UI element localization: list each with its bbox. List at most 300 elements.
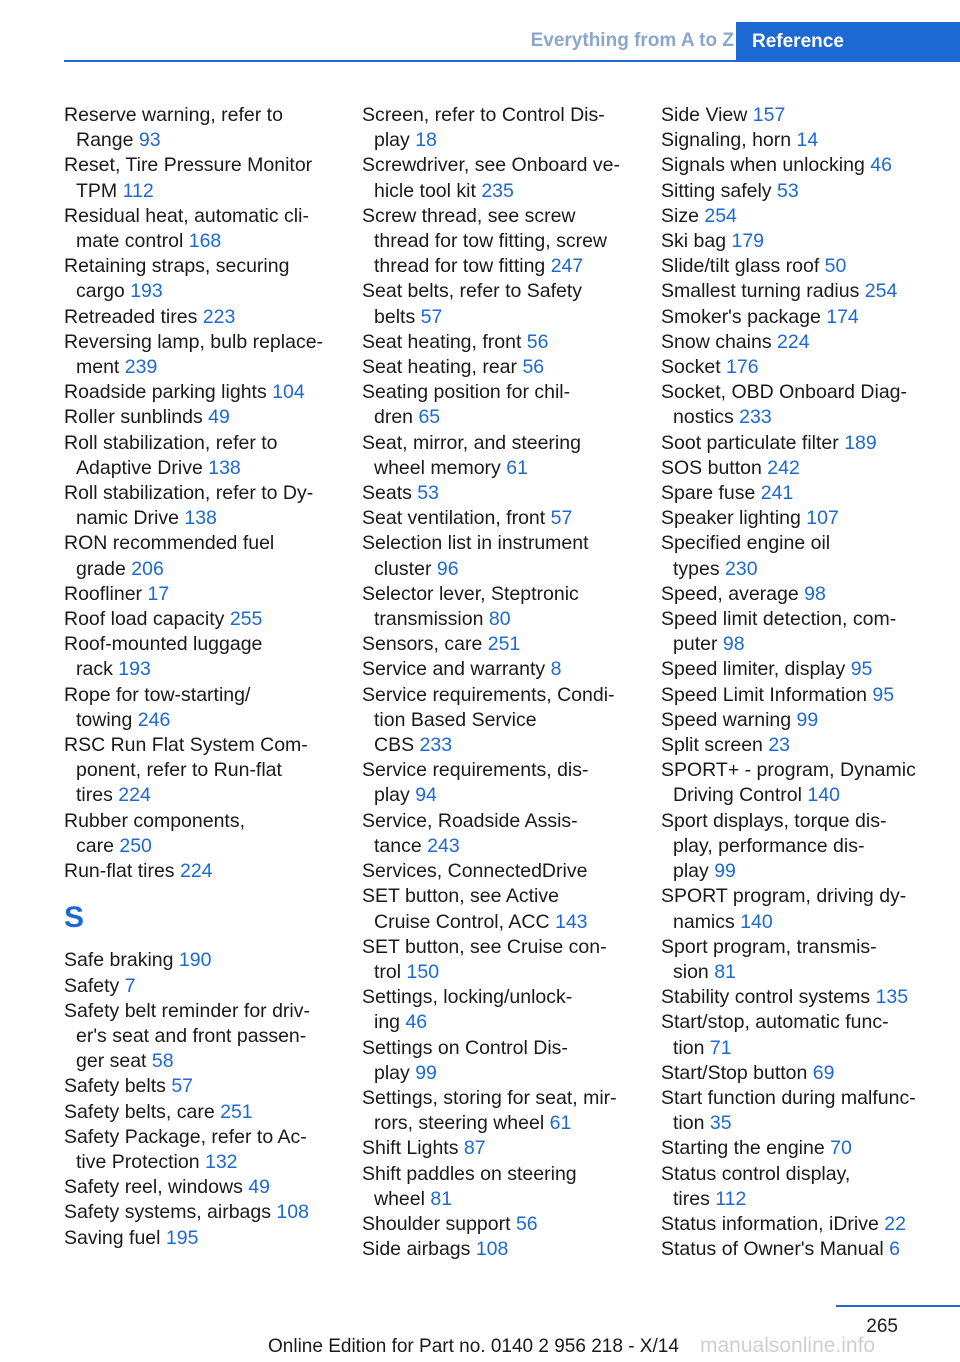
index-entry-text: Safety systems, airbags [64, 1201, 271, 1224]
index-entry [661, 128, 955, 153]
index-entry-text: tive Protection [76, 1150, 200, 1173]
page-reference-link[interactable]: 138 [184, 507, 217, 530]
index-entry [64, 1200, 354, 1225]
reference-tab: Reference [736, 22, 960, 60]
index-entry [661, 506, 955, 531]
index-entry [661, 229, 955, 254]
page-reference-link[interactable]: 58 [151, 1050, 174, 1073]
page-reference-link[interactable]: 189 [844, 431, 877, 454]
index-entry-text: namics [673, 910, 735, 933]
index-entry [661, 380, 955, 430]
index-entry-text: TPM [76, 179, 118, 202]
index-entry-text: Sitting safely [661, 179, 772, 202]
index-entry-text: Speed Limit Information [661, 683, 867, 706]
index-entry-text: Service requirements, dis- [362, 759, 589, 782]
index-entry-text: Safety [64, 974, 120, 997]
page-reference-link[interactable]: 138 [208, 456, 241, 479]
page-reference-link[interactable]: 247 [550, 255, 584, 278]
index-entry [661, 1010, 955, 1060]
index-entry-text: Saving fuel [64, 1226, 161, 1249]
index-entry [661, 103, 955, 128]
page-reference-link[interactable]: 53 [417, 482, 439, 505]
index-entry-text: sion [673, 960, 709, 983]
index-entry-text: Seat heating, front [362, 330, 522, 353]
index-entry [64, 859, 354, 884]
page-reference-link[interactable]: 206 [131, 557, 164, 580]
index-entry-text: Status control display, [661, 1162, 851, 1185]
page-reference-link[interactable]: 143 [554, 910, 588, 933]
index-entry-text: Reversing lamp, bulb replace- [64, 330, 324, 353]
page-reference-link[interactable]: 69 [812, 1061, 835, 1084]
index-entry-text: Ski bag [661, 230, 727, 253]
page-reference-link[interactable]: 112 [715, 1187, 747, 1210]
index-entry [661, 582, 955, 607]
index-entry-text: Selector lever, Steptronic [362, 582, 579, 605]
page-reference-link[interactable]: 150 [406, 960, 440, 983]
index-entry-text: Safe braking [64, 949, 174, 972]
page-reference-link[interactable]: 35 [709, 1112, 732, 1135]
page-reference-link[interactable]: 96 [436, 557, 459, 580]
index-entry-text: Shift Lights [362, 1137, 459, 1160]
index-entry-text: Speed warning [661, 708, 792, 731]
index-entry-text: RSC Run Flat System Com- [64, 734, 308, 757]
page-reference-link[interactable]: 70 [830, 1137, 852, 1160]
index-entry-text: Safety Package, refer to Ac- [64, 1125, 307, 1148]
page-reference-link[interactable]: 251 [487, 633, 521, 656]
index-entry [661, 456, 955, 481]
page-reference-link[interactable]: 98 [804, 582, 826, 605]
index-entry-text: Screwdriver, see Onboard ve- [362, 154, 620, 177]
index-entry-text: transmission [374, 608, 484, 631]
index-entry [64, 405, 354, 430]
watermark: manualsonline.info [700, 1334, 876, 1357]
index-entry [661, 935, 955, 985]
page-reference-link[interactable]: 140 [740, 910, 773, 933]
index-entry [64, 974, 354, 999]
page-reference-link[interactable]: 243 [427, 834, 460, 857]
index-entry-text: trol [374, 960, 402, 983]
index-entry [64, 305, 354, 330]
index-entry [362, 1086, 652, 1136]
index-entry-text: Speed limit detection, com- [661, 608, 897, 631]
index-entry [362, 1212, 652, 1237]
index-entry [64, 481, 354, 531]
page-reference-link[interactable]: 190 [178, 949, 212, 972]
index-entry-text: thread for tow fitting, screw [374, 230, 608, 253]
page-reference-link[interactable]: 140 [807, 784, 840, 807]
index-entry [661, 708, 955, 733]
index-entry [661, 305, 955, 330]
index-entry-text: Roofliner [64, 582, 143, 605]
index-entry-text: grade [76, 557, 126, 580]
index-entry [64, 103, 354, 153]
page-reference-link[interactable]: 193 [130, 280, 163, 303]
index-entry [64, 1226, 354, 1251]
page-reference-link[interactable]: 112 [122, 179, 154, 202]
index-entry-text: Roof-mounted luggage [64, 633, 263, 656]
index-entry-text: Safety reel, windows [64, 1176, 243, 1199]
index-entry-text: Shoulder support [362, 1212, 511, 1235]
index-entry [362, 1136, 652, 1161]
index-entry-text: Size [661, 204, 699, 227]
page-reference-link[interactable]: 235 [481, 179, 514, 202]
page-reference-link[interactable]: 56 [522, 356, 545, 379]
index-entry [661, 1086, 955, 1136]
index-entry [661, 431, 955, 456]
index-entry-text: Driving Control [673, 784, 802, 807]
index-entry-text: Roof load capacity [64, 608, 225, 631]
index-entry [661, 985, 955, 1010]
index-entry [661, 1212, 955, 1237]
index-entry-text: Range [76, 129, 134, 152]
page-reference-link[interactable]: 239 [124, 356, 158, 379]
index-entry-text: Service requirements, Condi- [362, 683, 615, 706]
edition-note: Online Edition for Part no. 0140 2 956 218 - X/14 [268, 1336, 679, 1357]
index-entry [661, 1136, 955, 1161]
index-entry-text: tires [673, 1187, 710, 1210]
index-entry [64, 948, 354, 973]
index-entry-text: tion [673, 1112, 705, 1135]
page-reference-link[interactable]: 49 [248, 1176, 270, 1199]
index-entry-text: Socket [661, 356, 721, 379]
index-entry [362, 204, 652, 280]
page-reference-link[interactable]: 98 [722, 633, 745, 656]
index-entry-text: ponent, refer to Run-flat [76, 759, 282, 782]
index-entry-text: Reserve warning, refer to [64, 104, 283, 126]
index-column-1 [64, 103, 354, 1251]
index-entry-text: Screen, refer to Control Dis- [362, 104, 605, 126]
index-entry-text: SPORT program, driving dy- [661, 885, 907, 908]
page-reference-link[interactable]: 107 [806, 507, 839, 530]
index-entry-text: play [673, 860, 709, 883]
index-entry-text: Roadside parking lights [64, 381, 267, 404]
index-entry-text: play, performance dis- [673, 834, 865, 857]
index-entry-text: Socket, OBD Onboard Diag- [661, 381, 908, 404]
index-entry [661, 733, 955, 758]
index-entry [362, 657, 652, 682]
index-entry-text: Safety belts, care [64, 1100, 215, 1123]
index-entry-text: Start/stop, automatic func- [661, 1011, 889, 1034]
index-entry-text: SOS button [661, 456, 762, 479]
page-reference-link[interactable]: 46 [405, 1011, 428, 1034]
index-entry [64, 683, 354, 733]
index-entry [64, 330, 354, 380]
index-entry [64, 632, 354, 682]
index-entry-text: Seat ventilation, front [362, 507, 546, 530]
index-entry [64, 1125, 354, 1175]
page-reference-link[interactable]: 18 [415, 129, 437, 152]
index-entry-text: SET button, see Cruise con- [362, 935, 607, 958]
index-entry-text: dren [374, 406, 414, 429]
index-entry [64, 531, 354, 581]
index-entry [362, 481, 652, 506]
index-entry [362, 884, 652, 934]
page-reference-link[interactable]: 250 [119, 834, 152, 857]
index-entry [362, 506, 652, 531]
page-reference-link[interactable]: 61 [549, 1112, 572, 1135]
index-entry-text: namic Drive [76, 507, 179, 530]
index-column-2 [362, 103, 652, 1262]
index-entry-text: Retreaded tires [64, 305, 198, 328]
index-entry [362, 1036, 652, 1086]
page-reference-link[interactable]: 255 [229, 608, 263, 631]
index-entry-text: ing [374, 1011, 401, 1034]
index-entry-text: Rubber components, [64, 809, 246, 832]
index-entry-text: Smoker's package [661, 305, 821, 328]
index-entry-text: Status of Owner's Manual [661, 1238, 884, 1261]
index-entry-text: SPORT+ - program, Dynamic [661, 759, 916, 782]
page-reference-link[interactable]: 233 [739, 406, 772, 429]
index-entry-text: tion [673, 1036, 705, 1059]
page-reference-link[interactable]: 224 [118, 784, 151, 807]
index-entry-text: Sport program, transmis- [661, 935, 877, 958]
index-entry-text: Services, ConnectedDrive [362, 860, 588, 883]
index-entry [64, 431, 354, 481]
page-reference-link[interactable]: 65 [418, 406, 441, 429]
index-entry-text: Speaker lighting [661, 507, 801, 530]
index-entry-text: Screw thread, see screw [362, 204, 576, 227]
page-reference-link[interactable]: 80 [488, 608, 511, 631]
index-entry [661, 607, 955, 657]
index-entry-text: puter [673, 633, 718, 656]
index-entry-text: Soot particulate filter [661, 431, 839, 454]
page-reference-link[interactable]: 223 [202, 305, 236, 328]
index-entry-text: RON recommended fuel [64, 532, 275, 555]
index-entry [661, 531, 955, 581]
page-reference-link[interactable]: 99 [714, 860, 736, 883]
index-entry-text: Rope for tow-starting/ [64, 683, 251, 706]
index-entry [362, 380, 652, 430]
page-reference-link[interactable]: 230 [725, 557, 758, 580]
index-entry [362, 935, 652, 985]
index-entry [362, 985, 652, 1035]
index-entry [362, 582, 652, 632]
index-entry-text: care [76, 834, 114, 857]
page-reference-link[interactable]: 56 [526, 330, 549, 353]
index-entry [661, 1162, 955, 1212]
index-entry-text: Slide/tilt glass roof [661, 255, 820, 278]
index-entry-text: tires [76, 784, 113, 807]
index-entry-text: thread for tow fitting [374, 255, 546, 278]
index-entry [661, 355, 955, 380]
page-reference-link[interactable]: 193 [118, 658, 151, 681]
page-reference-link[interactable]: 14 [796, 129, 819, 152]
index-entry-text: ment [76, 356, 120, 379]
index-entry [661, 683, 955, 708]
page-reference-link[interactable]: 132 [204, 1150, 238, 1173]
page-reference-link[interactable]: 57 [171, 1075, 194, 1098]
index-entry [362, 758, 652, 808]
page-reference-link[interactable]: 49 [208, 406, 230, 429]
index-entry-text: Roll stabilization, refer to [64, 431, 278, 454]
index-entry-text: Settings, locking/unlock- [362, 986, 573, 1009]
index-entry-text: Service and warranty [362, 658, 546, 681]
page-reference-link[interactable]: 242 [767, 456, 800, 479]
footer-rule [836, 1305, 960, 1307]
page-reference-link[interactable]: 93 [138, 129, 161, 152]
index-entry-text: play [374, 1061, 410, 1084]
page-reference-link[interactable]: 22 [884, 1212, 906, 1235]
index-entry-text: belts [374, 305, 416, 328]
index-entry-text: SET button, see Active [362, 885, 559, 908]
index-entry-text: play [374, 784, 410, 807]
page-reference-link[interactable]: 108 [276, 1201, 309, 1224]
page-reference-link[interactable]: 224 [777, 330, 810, 353]
index-entry [64, 999, 354, 1075]
index-entry-text: Adaptive Drive [76, 456, 203, 479]
page-reference-link[interactable]: 246 [137, 708, 171, 731]
index-entry-text: cargo [76, 280, 125, 303]
page-reference-link[interactable]: 61 [506, 456, 528, 479]
page-reference-link[interactable]: 56 [515, 1212, 538, 1235]
index-entry-text: Service, Roadside Assis- [362, 809, 578, 832]
index-entry-text: Signaling, horn [661, 129, 792, 152]
index-entry-text: types [673, 557, 720, 580]
page-reference-link[interactable]: 81 [430, 1187, 453, 1210]
index-entry [64, 582, 354, 607]
index-column-3 [661, 103, 955, 1262]
page-reference-link[interactable]: 95 [850, 658, 873, 681]
index-entry-text: Seat, mirror, and steering [362, 431, 581, 454]
page-reference-link[interactable]: 57 [550, 507, 573, 530]
index-entry-text: Roll stabilization, refer to Dy- [64, 482, 314, 505]
index-entry-text: Shift paddles on steering [362, 1162, 577, 1185]
index-entry-text: Safety belt reminder for driv- [64, 999, 311, 1022]
index-entry-text: rack [76, 658, 113, 681]
page-reference-link[interactable]: 135 [875, 986, 909, 1009]
page-reference-link[interactable]: 17 [147, 582, 170, 605]
index-entry-text: Seat belts, refer to Safety [362, 280, 583, 303]
page-reference-link[interactable]: 176 [726, 356, 759, 379]
index-entry [64, 153, 354, 203]
index-entry-text: Snow chains [661, 330, 772, 353]
page-reference-link[interactable]: 99 [415, 1061, 437, 1084]
index-entry-text: Reset, Tire Pressure Monitor [64, 154, 313, 177]
page-reference-link[interactable]: 254 [704, 204, 737, 227]
page-reference-link[interactable]: 179 [731, 230, 765, 253]
index-entry-text: Sensors, care [362, 633, 483, 656]
index-entry-text: Start/Stop button [661, 1061, 808, 1084]
page-reference-link[interactable]: 168 [188, 230, 222, 253]
index-entry [362, 809, 652, 859]
index-entry-text: Stability control systems [661, 986, 871, 1009]
index-entry [661, 1237, 955, 1262]
index-entry-text: Starting the engine [661, 1137, 825, 1160]
page-reference-link[interactable]: 6 [889, 1238, 900, 1261]
page-reference-link[interactable]: 195 [165, 1226, 199, 1249]
page-reference-link[interactable]: 241 [760, 482, 794, 505]
page-reference-link[interactable]: 46 [870, 154, 892, 177]
page-reference-link[interactable]: 87 [463, 1137, 486, 1160]
index-entry-text: Seats [362, 482, 412, 505]
page-reference-link[interactable]: 108 [475, 1238, 509, 1261]
index-entry-text: Speed limiter, display [661, 658, 846, 681]
page-number: 265 [866, 1316, 898, 1337]
index-entry-text: wheel [374, 1187, 425, 1210]
page-reference-link[interactable]: 224 [179, 860, 213, 883]
index-entry-text: Roller sunblinds [64, 406, 203, 429]
index-entry [362, 632, 652, 657]
index-entry [362, 153, 652, 203]
index-entry-text: Side airbags [362, 1238, 471, 1261]
page-reference-link[interactable]: 23 [768, 734, 791, 757]
page-reference-link[interactable]: 254 [864, 280, 898, 303]
page-reference-link[interactable]: 104 [272, 381, 305, 404]
index-entry-text: mate control [76, 230, 184, 253]
index-entry-text: Cruise Control, ACC [374, 910, 550, 933]
index-entry [362, 531, 652, 581]
index-entry [362, 103, 652, 153]
page-reference-link[interactable]: 94 [415, 784, 437, 807]
index-entry [661, 279, 955, 304]
index-entry-text: rors, steering wheel [374, 1112, 545, 1135]
index-entry-text: Status information, iDrive [661, 1212, 879, 1235]
index-entry [64, 607, 354, 632]
index-entry [64, 1100, 354, 1125]
index-entry [661, 481, 955, 506]
page-reference-link[interactable]: 157 [752, 104, 786, 126]
page-reference-link[interactable]: 7 [124, 974, 136, 997]
page-header [0, 0, 960, 62]
index-entry-text: Run-flat tires [64, 860, 175, 883]
page-reference-link[interactable]: 57 [420, 305, 443, 328]
index-entry [64, 809, 354, 859]
index-entry-text: Safety belts [64, 1075, 166, 1098]
page-reference-link[interactable]: 99 [796, 708, 819, 731]
index-entry-text: CBS [374, 734, 415, 757]
index-entry-text: Spare fuse [661, 482, 756, 505]
index-entry-text: wheel memory [374, 456, 501, 479]
index-entry-text: Side View [661, 104, 748, 126]
page-reference-link[interactable]: 71 [709, 1036, 732, 1059]
index-entry [362, 859, 652, 884]
index-entry-text: Signals when unlocking [661, 154, 865, 177]
page-reference-link[interactable]: 8 [550, 658, 562, 681]
index-entry [661, 809, 955, 885]
index-entry [64, 254, 354, 304]
page-reference-link[interactable]: 95 [872, 683, 895, 706]
index-entry [362, 330, 652, 355]
index-entry [64, 1074, 354, 1099]
index-entry-text: Split screen [661, 734, 763, 757]
page-reference-link[interactable]: 251 [220, 1100, 253, 1123]
page-reference-link[interactable]: 50 [824, 255, 847, 278]
index-entry [661, 884, 955, 934]
index-entry-text: er's seat and front passen- [76, 1024, 307, 1047]
index-entry-text: tion Based Service [374, 708, 537, 731]
index-entry-text: Smallest turning radius [661, 280, 860, 303]
index-entry [661, 1061, 955, 1086]
index-entry [362, 1237, 652, 1262]
index-entry [362, 1162, 652, 1212]
page-reference-link[interactable]: 53 [776, 179, 799, 202]
index-entry [362, 355, 652, 380]
page-reference-link[interactable]: 174 [826, 305, 859, 328]
index-entry-text: hicle tool kit [374, 179, 476, 202]
section-title: Everything from A to Z [530, 30, 734, 51]
index-entry-text: cluster [374, 557, 432, 580]
index-entry-text: nostics [673, 406, 734, 429]
index-entry-text: ger seat [76, 1050, 147, 1073]
index-entry-text: Specified engine oil [661, 532, 831, 555]
page-reference-link[interactable]: 233 [419, 734, 453, 757]
index-letter-heading: S [64, 901, 85, 935]
index-entry [64, 204, 354, 254]
index-entry [362, 683, 652, 759]
index-entry [661, 330, 955, 355]
index-entry-text: tance [374, 834, 422, 857]
page-reference-link[interactable]: 81 [714, 960, 736, 983]
